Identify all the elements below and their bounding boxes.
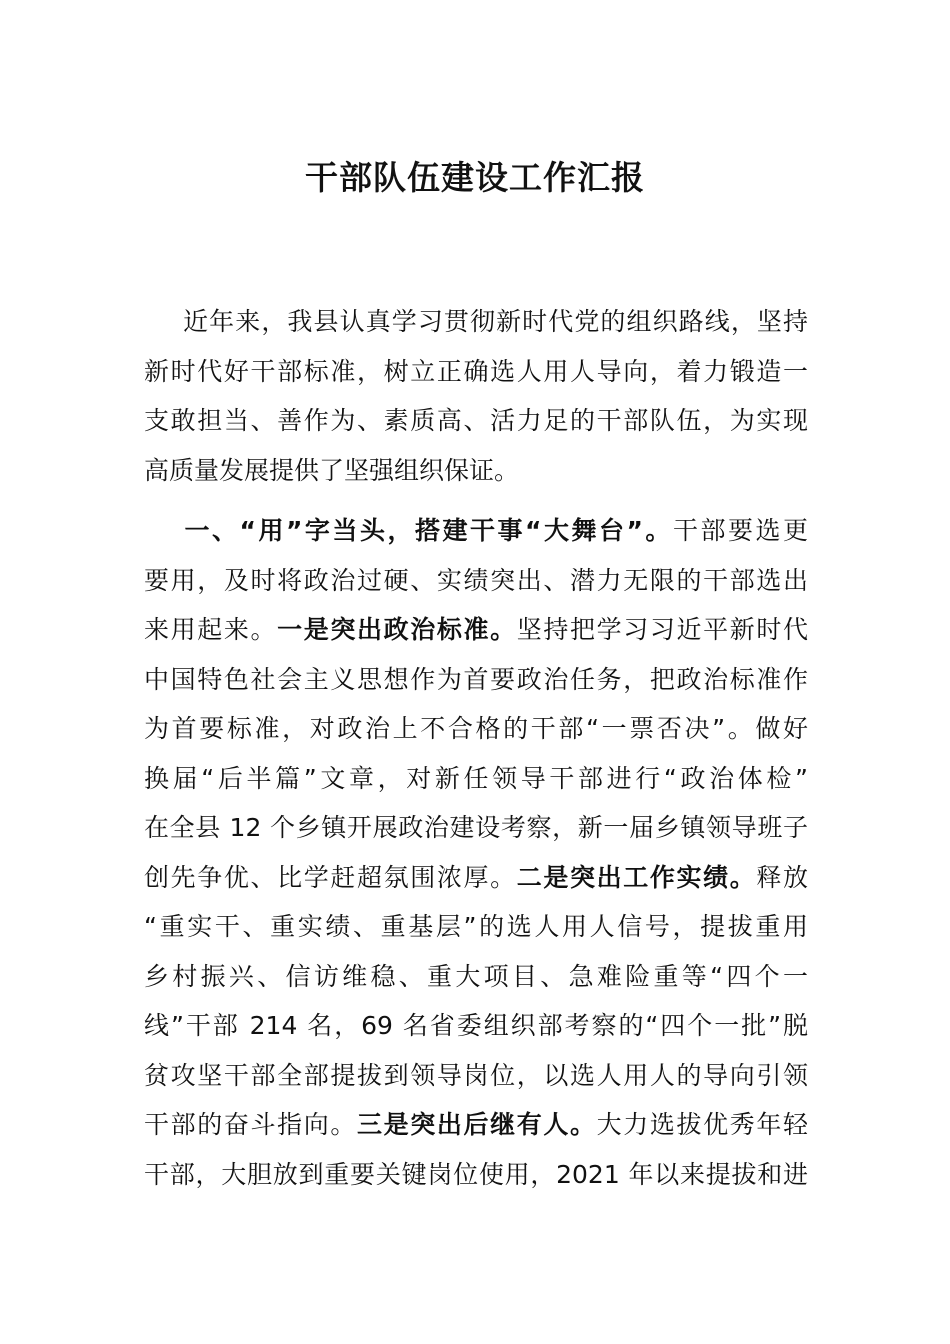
paragraph-line: 中国特色社会主义思想作为首要政治任务，把政治标准作	[144, 664, 808, 694]
paragraph-line: 换届“后半篇”文章，对新任领导干部进行“政治体检”	[144, 763, 808, 793]
paragraph-line: 要用，及时将政治过硬、实绩突出、潜力无限的干部选出	[144, 565, 808, 595]
section-one-paragraph	[144, 506, 808, 1199]
point-heading-1: 一是突出政治标准。	[277, 615, 517, 644]
paragraph-line: 干部，大胆放到重要关键岗位使用，2021 年以来提拔和进	[144, 1159, 808, 1189]
paragraph-line	[144, 853, 808, 903]
paragraph-line: 为首要标准，对政治上不合格的干部“一票否决”。做好	[144, 714, 808, 743]
paragraph-line: 支敢担当、善作为、素质高、活力足的干部队伍，为实现	[144, 406, 808, 435]
line-text: 干部要选更	[672, 516, 808, 545]
document-title: 干部队伍建设工作汇报	[305, 158, 645, 197]
point-heading-2: 二是突出工作实绩。	[516, 862, 757, 892]
line-text: 创先争优、比学赶超氛围浓厚。	[144, 862, 517, 892]
line-text: 干部的奋斗指向。	[144, 1110, 357, 1139]
paragraph-line: 新时代好干部标准，树立正确选人用人导向，着力锻造一	[144, 356, 808, 386]
line-text: 近年来，我县认真学习贯彻新时代党的组织路线，坚持	[182, 307, 808, 336]
paragraph-line: 高质量发展提供了坚强组织保证。	[144, 455, 520, 485]
intro-paragraph	[144, 297, 808, 495]
line-text: 大力选拔优秀年轻	[596, 1110, 808, 1139]
section-heading: 一、“用”字当头，搭建干事“大舞台”。	[182, 516, 673, 545]
paragraph-line: 乡村振兴、信访维稳、重大项目、急难险重等“四个一	[144, 961, 808, 991]
line-text: 坚持把学习习近平新时代	[516, 615, 808, 644]
paragraph-line: 线”干部 214 名，69 名省委组织部考察的“四个一批”脱	[144, 1011, 808, 1040]
paragraph-line	[144, 605, 808, 655]
paragraph-line	[144, 506, 808, 556]
paragraph-line: “重实干、重实绩、重基层”的选人用人信号，提拔重用	[144, 912, 808, 941]
line-text: 释放	[756, 862, 808, 892]
paragraph-line: 在全县 12 个乡镇开展政治建设考察，新一届乡镇领导班子	[144, 813, 808, 842]
paragraph-line	[144, 1100, 808, 1150]
point-heading-3: 三是突出后继有人。	[357, 1110, 597, 1139]
line-text: 来用起来。	[144, 615, 278, 644]
paragraph-line: 贫攻坚干部全部提拔到领导岗位，以选人用人的导向引领	[144, 1060, 808, 1090]
paragraph-line	[144, 297, 808, 347]
